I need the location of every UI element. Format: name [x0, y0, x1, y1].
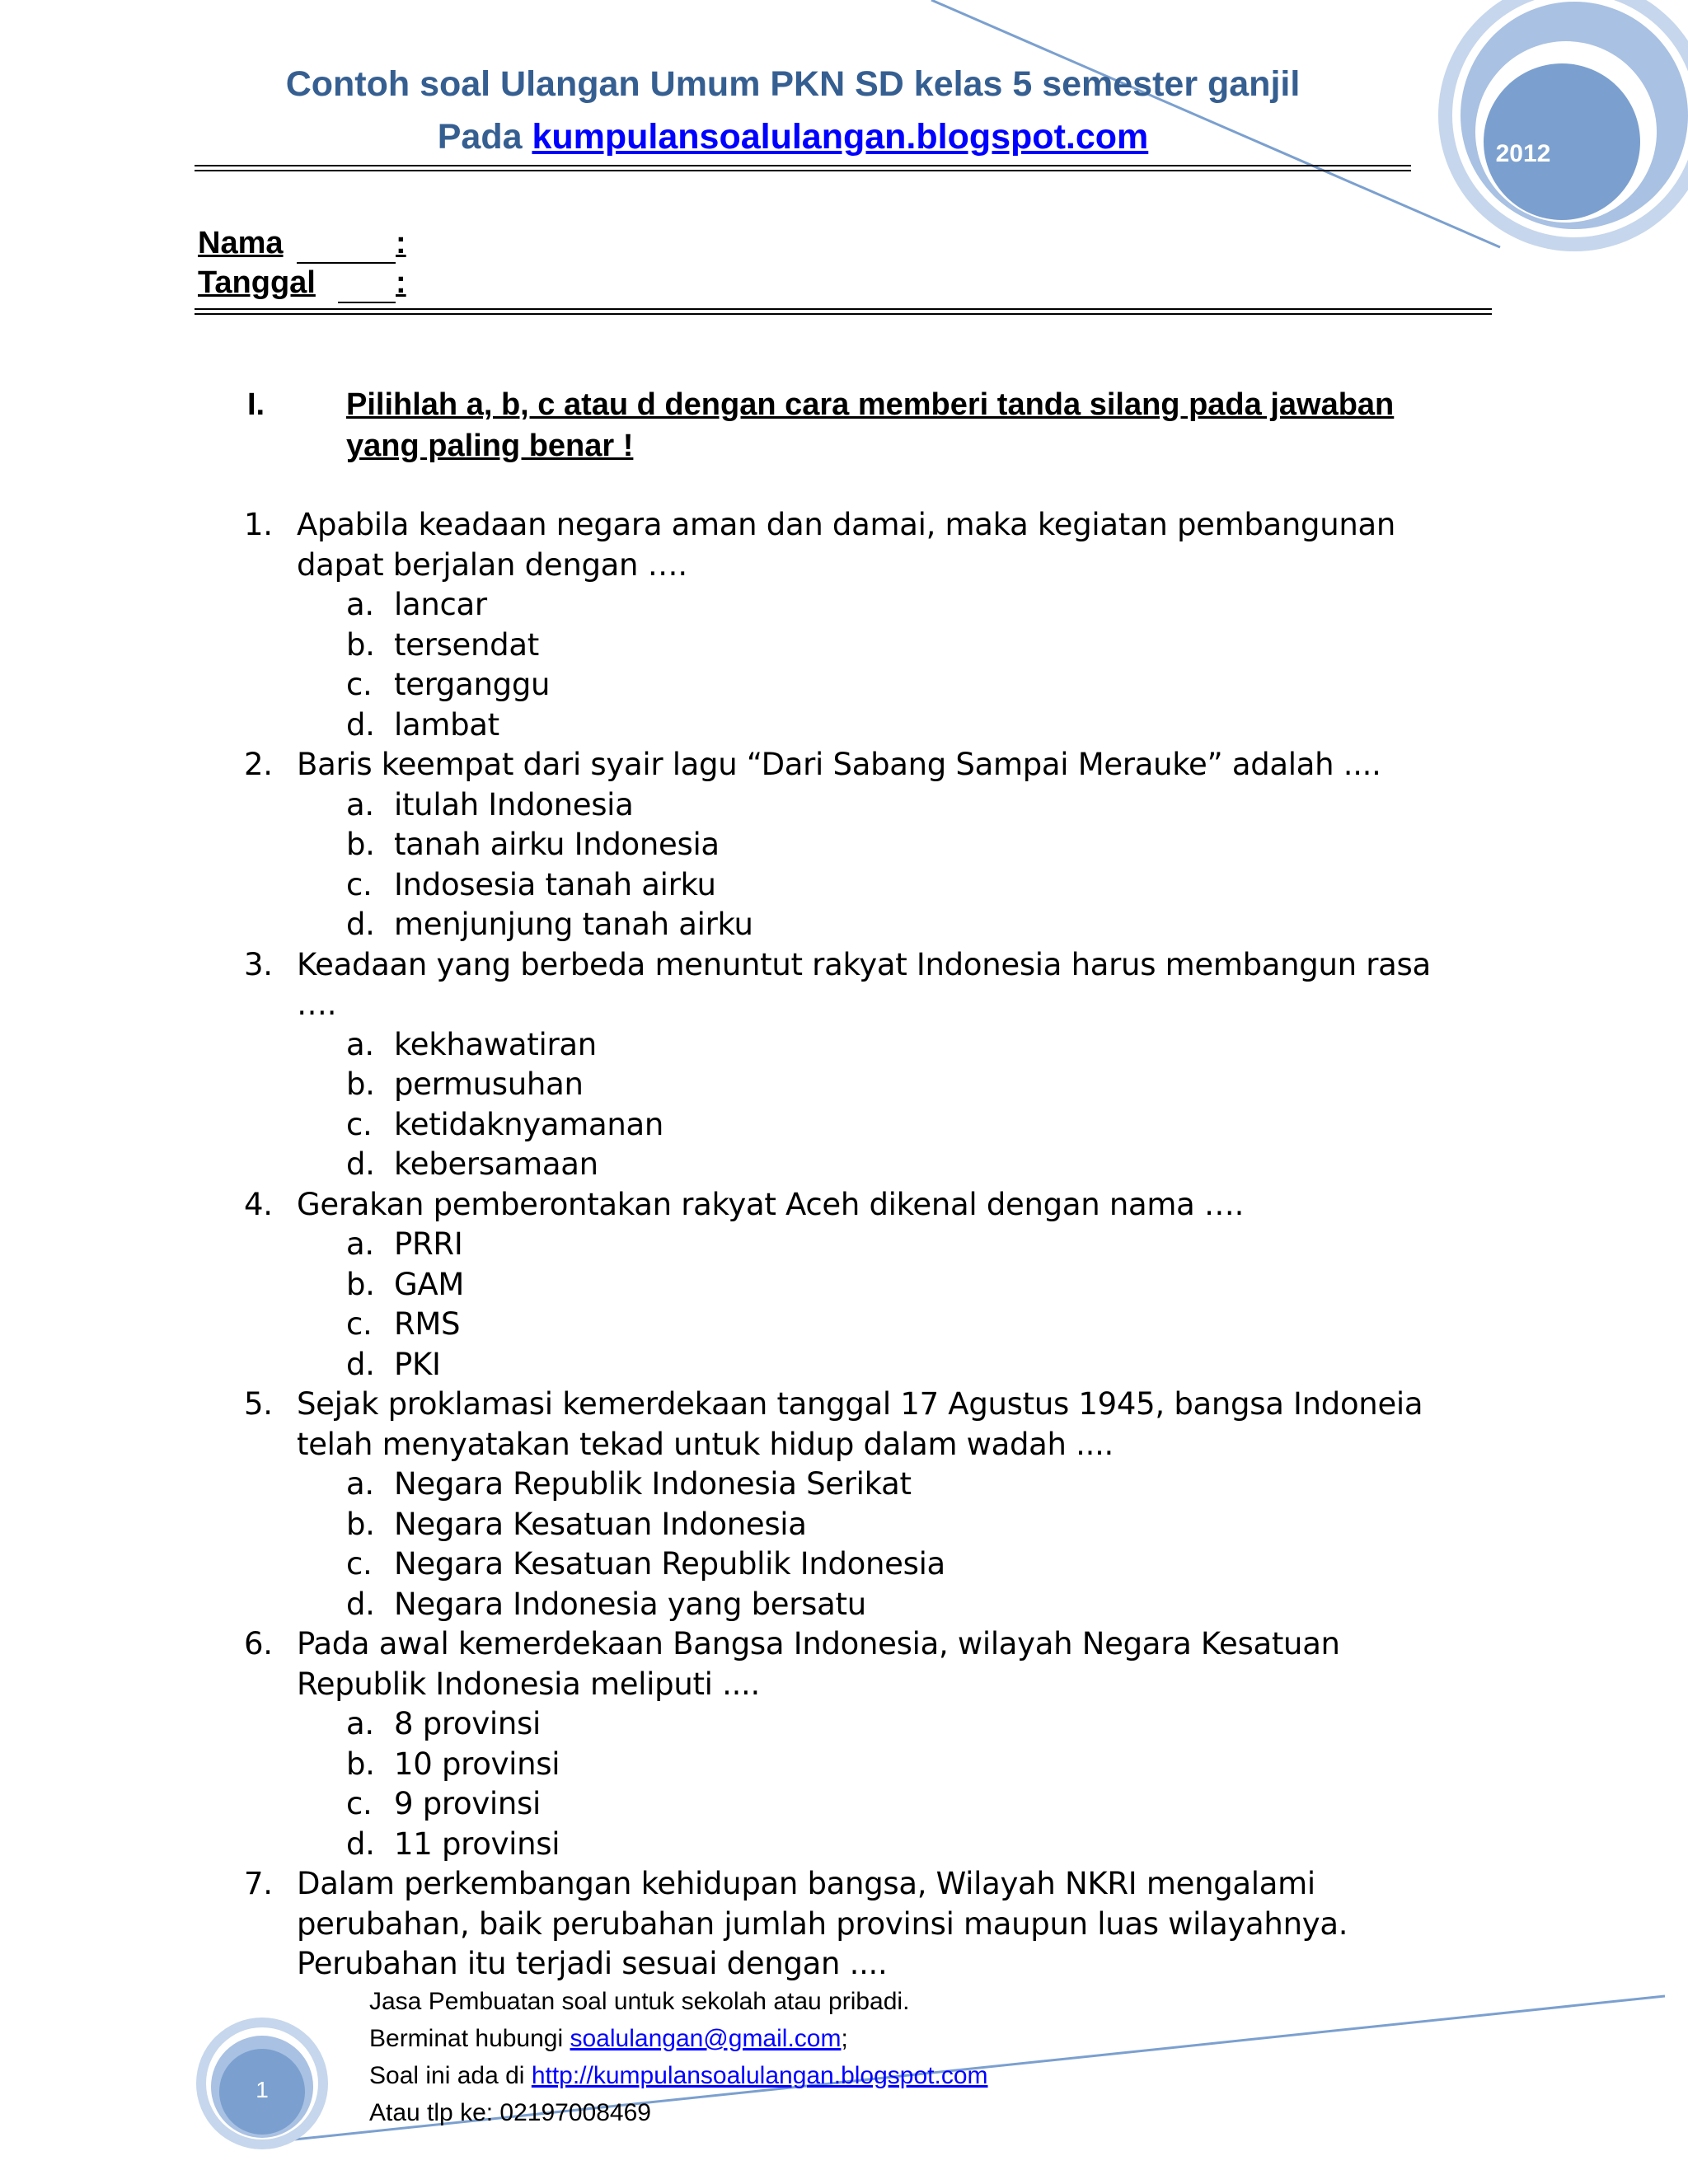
option-letter: d. — [346, 907, 375, 942]
answer-option — [244, 1745, 1480, 1785]
question-number: 5. — [244, 1386, 273, 1422]
year-label: 2012 — [1495, 140, 1551, 167]
option-text: itulah Indonesia — [394, 786, 634, 823]
answer-option — [244, 1265, 1480, 1305]
option-letter: d. — [346, 1146, 375, 1182]
email-link[interactable]: soalulangan@gmail.com — [570, 2025, 842, 2052]
option-letter: a. — [346, 1226, 374, 1262]
footer-line-2-prefix: Berminat hubungi — [369, 2025, 570, 2052]
blog-link[interactable]: kumpulansoalulangan.blogspot.com — [532, 117, 1149, 157]
question-number: 3. — [244, 946, 273, 982]
question-text: Dalam perkembangan kehidupan bangsa, Wilayah NKRI mengalami perubahan, baik perubahan jumlah provinsi maupun luas wilayahnya. Perubahan itu terjadi sesuai dengan .... — [297, 1866, 1348, 1981]
option-text: PRRI — [394, 1226, 463, 1262]
footer-line-3 — [369, 2057, 1358, 2094]
option-letter: c. — [346, 1786, 373, 1821]
footer-line-2-suffix: ; — [841, 2025, 848, 2052]
title-line-2-prefix: Pada — [437, 117, 532, 157]
answer-option — [244, 785, 1480, 826]
answer-option — [244, 1065, 1480, 1105]
answer-option — [244, 1505, 1480, 1545]
section-number: I. — [247, 387, 265, 422]
answer-option — [244, 905, 1480, 945]
option-text: permusuhan — [394, 1066, 584, 1102]
option-text: lancar — [394, 587, 487, 622]
question-text: Gerakan pemberontakan rakyat Aceh dikenal dengan nama …. — [297, 1186, 1245, 1222]
title-line-1: Contoh soal Ulangan Umum PKN SD kelas 5 semester ganjil — [285, 64, 1301, 104]
answer-option — [244, 1105, 1480, 1146]
section-instruction: Pilihlah a, b, c atau d dengan cara memberi tanda silang pada jawaban yang paling benar ! — [346, 387, 1395, 463]
answer-option — [244, 1305, 1480, 1345]
option-text: Negara Kesatuan Indonesia — [394, 1506, 807, 1542]
header-rule-top — [195, 165, 1411, 166]
option-text: terganggu — [394, 667, 551, 702]
option-text: 11 provinsi — [394, 1825, 560, 1862]
option-letter: c. — [346, 1306, 373, 1342]
answer-option — [244, 626, 1480, 666]
question-number: 2. — [244, 747, 273, 782]
option-letter: d. — [346, 706, 375, 743]
question-text: Sejak proklamasi kemerdekaan tanggal 17 Agustus 1945, bangsa Indoneia telah menyatakan tekad untuk hidup dalam wadah .... — [297, 1386, 1423, 1462]
question-item — [244, 745, 1480, 945]
date-underline — [338, 302, 396, 303]
option-letter: b. — [346, 1506, 375, 1542]
answer-option — [244, 865, 1480, 906]
question-row — [244, 1185, 1480, 1226]
question-row — [244, 945, 1480, 1025]
title-line-2 — [191, 110, 1395, 163]
answer-option — [244, 1704, 1480, 1745]
question-item — [244, 1624, 1480, 1864]
option-letter: b. — [346, 1746, 375, 1782]
option-text: GAM — [394, 1266, 465, 1302]
question-text: Keadaan yang berbeda menuntut rakyat Indonesia harus membangun rasa …. — [297, 946, 1431, 1022]
option-letter: a. — [346, 1466, 374, 1502]
answer-option — [244, 1825, 1480, 1865]
answer-option — [244, 1544, 1480, 1585]
answer-option — [244, 1225, 1480, 1265]
question-list — [244, 505, 1480, 1985]
option-list — [244, 1704, 1480, 1864]
footer-line-3-prefix: Soal ini ada di — [369, 2062, 532, 2089]
option-letter: c. — [346, 866, 373, 902]
question-row — [244, 745, 1480, 785]
option-letter: d. — [346, 1825, 375, 1862]
footer — [369, 1983, 1358, 2131]
option-letter: b. — [346, 1066, 375, 1102]
question-row — [244, 1385, 1480, 1465]
website-link[interactable]: http://kumpulansoalulangan.blogspot.com — [531, 2062, 988, 2089]
answer-option — [244, 585, 1480, 626]
option-letter: a. — [346, 786, 374, 823]
option-list — [244, 585, 1480, 745]
option-letter: d. — [346, 1346, 375, 1382]
answer-option — [244, 1784, 1480, 1825]
option-text: Negara Kesatuan Republik Indonesia — [394, 1546, 945, 1582]
option-text: Negara Republik Indonesia Serikat — [394, 1466, 912, 1502]
answer-option — [244, 825, 1480, 865]
fields-rule-bottom — [195, 313, 1492, 315]
option-letter: a. — [346, 1026, 374, 1062]
footer-line-1: Jasa Pembuatan soal untuk sekolah atau pribadi. — [369, 1988, 910, 2015]
option-text: 9 provinsi — [394, 1786, 542, 1821]
question-number: 1. — [244, 507, 273, 542]
question-item — [244, 945, 1480, 1185]
question-number: 7. — [244, 1866, 273, 1901]
name-underline — [297, 262, 396, 264]
option-text: ketidaknyamanan — [394, 1106, 664, 1142]
header-rule-bottom — [195, 170, 1411, 171]
answer-option — [244, 665, 1480, 705]
option-text: Indosesia tanah airku — [394, 866, 716, 902]
question-item — [244, 1185, 1480, 1385]
option-text: Negara Indonesia yang bersatu — [394, 1586, 866, 1622]
answer-option — [244, 1345, 1480, 1385]
option-text: tersendat — [394, 626, 539, 663]
page-number: 1 — [256, 2077, 269, 2102]
footer-line-4: Atau tlp ke: 02197008469 — [369, 2099, 651, 2126]
question-row — [244, 505, 1480, 585]
option-list — [244, 785, 1480, 945]
question-text: Pada awal kemerdekaan Bangsa Indonesia, wilayah Negara Kesatuan Republik Indonesia meliputi .... — [297, 1626, 1340, 1702]
option-letter: b. — [346, 626, 375, 663]
option-letter: d. — [346, 1586, 375, 1622]
option-text: menjunjung tanah airku — [394, 907, 753, 942]
option-text: kekhawatiran — [394, 1026, 597, 1062]
option-letter: c. — [346, 667, 373, 702]
footer-line-2 — [369, 2020, 1358, 2057]
question-text: Baris keempat dari syair lagu “Dari Sabang Sampai Merauke” adalah .... — [297, 747, 1381, 782]
answer-option — [244, 1465, 1480, 1505]
date-label: Tanggal — [198, 265, 316, 300]
option-text: lambat — [394, 706, 499, 743]
option-list — [244, 1025, 1480, 1185]
option-text: tanah airku Indonesia — [394, 827, 720, 862]
answer-option — [244, 705, 1480, 746]
question-number: 6. — [244, 1626, 273, 1661]
answer-option — [244, 1145, 1480, 1185]
date-colon: : — [396, 265, 406, 300]
option-text: 10 provinsi — [394, 1746, 560, 1782]
option-list — [244, 1225, 1480, 1385]
fields-rule-top — [195, 308, 1492, 310]
answer-option — [244, 1025, 1480, 1066]
option-letter: b. — [346, 1266, 375, 1302]
question-number: 4. — [244, 1186, 273, 1222]
name-colon: : — [396, 226, 406, 260]
option-text: kebersamaan — [394, 1146, 598, 1182]
option-letter: a. — [346, 587, 374, 622]
option-text: PKI — [394, 1346, 441, 1382]
option-text: RMS — [394, 1306, 461, 1342]
question-item — [244, 505, 1480, 745]
option-list — [244, 1465, 1480, 1624]
page-title — [191, 58, 1395, 163]
option-text: 8 provinsi — [394, 1706, 542, 1741]
option-letter: a. — [346, 1706, 374, 1741]
option-letter: b. — [346, 827, 375, 862]
question-row — [244, 1624, 1480, 1704]
answer-option — [244, 1585, 1480, 1625]
question-item — [244, 1385, 1480, 1624]
name-label: Nama — [198, 226, 284, 260]
option-letter: c. — [346, 1546, 373, 1582]
question-text: Apabila keadaan negara aman dan damai, maka kegiatan pembangunan dapat berjalan dengan …. — [297, 507, 1396, 583]
option-letter: c. — [346, 1106, 373, 1142]
